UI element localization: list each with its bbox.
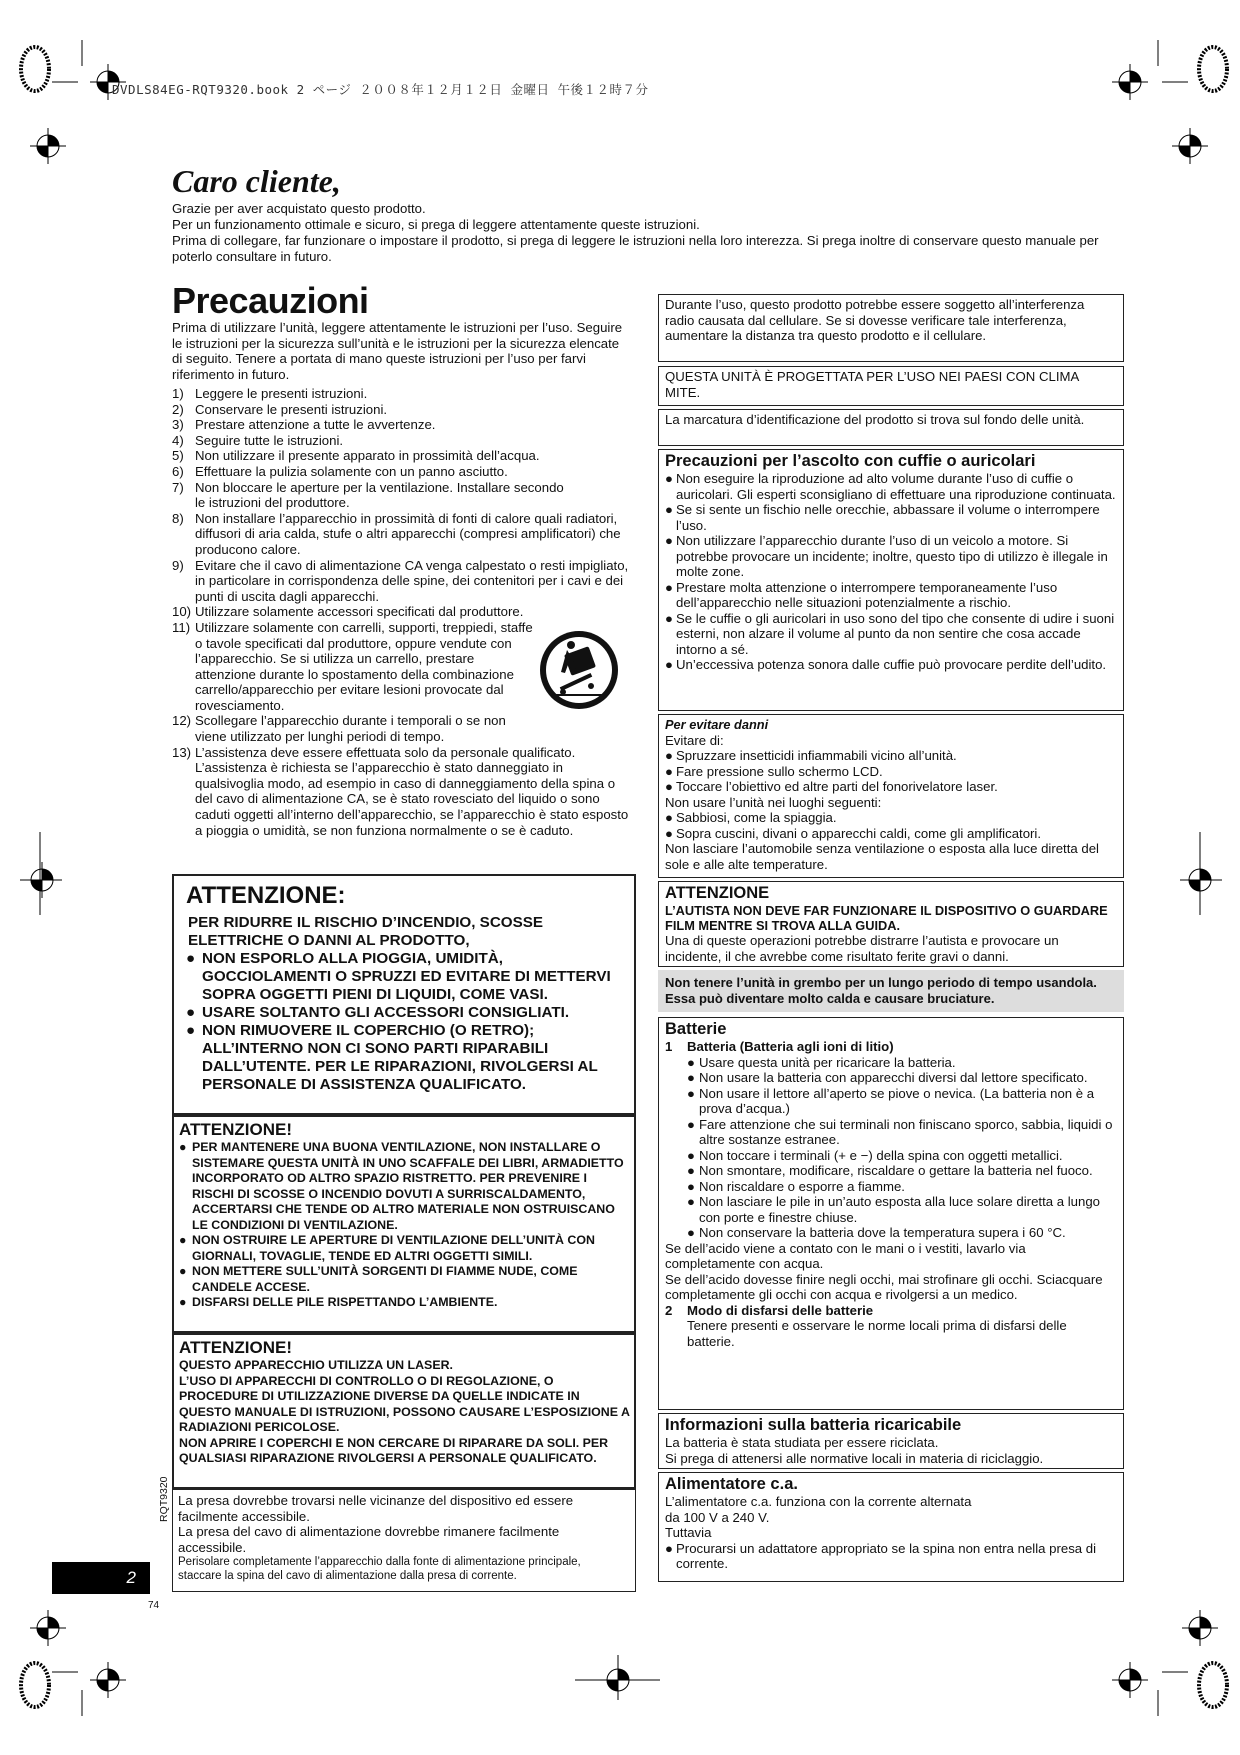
greeting-line: Grazie per aver acquistato questo prodotto.	[172, 201, 426, 216]
box-title: Informazioni sulla batteria ricaricabile	[665, 1416, 962, 1434]
battery-note: Se dell’acido dovesse finire negli occhi, mai strofinare gli occhi. Sciacquare completamente gli occhi con acqua e rivolgersi a un medico.	[665, 1271, 1103, 1302]
box-title: ATTENZIONE	[665, 884, 770, 902]
avoid-lead: Evitare di:	[665, 732, 724, 748]
list-item: 11) Utilizzare solamente con carrelli, supporti, treppiedi, staffe o tavole specificati dal produttore, oppure vendute con l’apparecchio. Se si utilizza un carrello, prestare attenzione durante lo spostamento della combinazione carrello/apparecchio per evitare lesioni provocate dal rovesciamento.	[172, 619, 533, 713]
warning-line: NON APRIRE I COPERCHI E NON CERCARE DI RIPARARE DA SOLI. PER QUALSIASI RIPARAZIONE RIVOLGERSI A PERSONALE QUALIFICATO.	[179, 1435, 609, 1465]
warning-lead: PER RIDURRE IL RISCHIO D’INCENDIO, SCOSSE ELETTRICHE O DANNI AL PRODOTTO,	[188, 914, 543, 949]
registration-mark-icon	[28, 1608, 68, 1648]
driver-text: Una di queste operazioni potrebbe distrarre l’autista e provocare un incidente, il che avrebbe come risultato ferite gravi o danni.	[665, 933, 1059, 964]
list-item: 2) Conservare le presenti istruzioni.	[172, 401, 388, 417]
list-item: ● Fare attenzione che sui terminali non finiscano sporco, sabbia, liquidi o altre sostanze estranee.	[687, 1116, 1113, 1147]
headphones-box	[658, 449, 1124, 711]
precauzioni-intro: Prima di utilizzare l’unità, leggere attentamente le istruzioni per l’uso. Seguire le istruzioni per la sicurezza sull’unità e le istruzioni per la sicurezza elencate di seguito. Tenere a portata di mano queste istruzioni per l’uso per farvi riferimento in futuro.	[172, 320, 623, 382]
registration-mark-icon	[88, 1660, 128, 1700]
adapter-line: Tuttavia	[665, 1525, 712, 1540]
registration-mark-icon	[22, 860, 62, 900]
list-item: 9) Evitare che il cavo di alimentazione CA venga calpestato o resti impigliato, in particolare in corrispondenza delle spine, dei contenitori per i cavi e dei punti di uscita dagli apparecchi.	[172, 557, 629, 604]
model-code-vertical: RQT9320	[158, 1476, 170, 1522]
list-item: 10) Utilizzare solamente accessori specificati dal produttore.	[172, 604, 524, 620]
registration-mark-icon	[1110, 1660, 1150, 1700]
list-item: ● Se le cuffie o gli auricolari in uso sono del tipo che consente di udire i suoni esterni, non alzare il volume al punto da non sentire che cosa accade intorno a sé.	[665, 610, 1115, 657]
list-item: 1) Leggere le presenti istruzioni.	[172, 386, 368, 401]
battery-subsection: 2 Modo di disfarsi delle batterie	[665, 1302, 874, 1318]
print-header-line: DVDLS84EG-RQT9320.book 2 ページ ２００８年１２月１２日 金曜日 午後１２時７分	[112, 82, 649, 97]
avoid-tail: Non lasciare l’automobile senza ventilazione o esposta alla luce diretta del sole e alle alte temperature.	[665, 841, 1099, 872]
interference-box	[658, 294, 1124, 362]
list-item: ● Sabbiosi, come la spiaggia.	[665, 810, 837, 825]
warning-box-ventilazione	[172, 1115, 636, 1333]
list-item: ● Non toccare i terminali (+ e −) della spina con oggetti metallici.	[687, 1147, 1063, 1163]
rechargeable-line: La batteria è stata studiata per essere riciclata.	[665, 1435, 939, 1450]
avoid-lead: Non usare l’unità nei luoghi seguenti:	[665, 794, 882, 810]
outlet-line: La presa dovrebbe trovarsi nelle vicinanze del dispositivo ed essere facilmente accessibile.	[178, 1493, 574, 1524]
greeting-line: Prima di collegare, far funzionare o impostare il prodotto, si prega di leggere le istruzioni nella loro interezza. Si prega inoltre di conservare questo manuale per poterlo consultare in futuro.	[172, 233, 1099, 264]
small-page-number: 74	[148, 1600, 160, 1611]
corner-burst-icon	[1196, 1660, 1230, 1710]
list-item: ● NON METTERE SULL’UNITÀ SORGENTI DI FIAMME NUDE, COME CANDELE ACCESE.	[179, 1264, 578, 1294]
list-item: ● NON OSTRUIRE LE APERTURE DI VENTILAZIONE DELL’UNITÀ CON GIORNALI, TOVAGLIE, TENDE ED ALTRI OGGETTI SIMILI.	[179, 1233, 595, 1263]
list-item: ● NON ESPORLO ALLA PIOGGIA, UMIDITÀ, GOCCIOLAMENTI O SPRUZZI ED EVITARE DI METTERVI SOPRA OGGETTI PIENI DI LIQUIDI, COME VASI.	[186, 950, 611, 1003]
battery-subsection: 1 Batteria (Batteria agli ioni di litio)	[665, 1039, 894, 1054]
rechargeable-info-box	[658, 1413, 1124, 1469]
registration-mark-icon	[1170, 126, 1210, 166]
corner-burst-icon	[18, 1660, 52, 1710]
section-title-precauzioni: Precauzioni	[172, 280, 369, 321]
list-item: 12) Scollegare l’apparecchio durante i temporali o se non viene utilizzato per lunghi periodi di tempo.	[172, 713, 506, 745]
list-item: 8) Non installare l’apparecchio in prossimità di fonti di calore quali radiatori, diffusori di aria calda, stufe o altri apparecchi (compresi amplificatori) che producono calore.	[172, 510, 621, 557]
list-item: 4) Seguire tutte le istruzioni.	[172, 432, 344, 448]
marking-box	[658, 409, 1124, 446]
registration-mark-icon	[1180, 1608, 1220, 1648]
marking-text: La marcatura d’identificazione del prodotto si trova sul fondo delle unità.	[665, 412, 1085, 427]
list-item: ● DISFARSI DELLE PILE RISPETTANDO L’AMBIENTE.	[179, 1295, 498, 1309]
greeting-line: Per un funzionamento ottimale e sicuro, si prega di leggere attentamente queste istruzioni.	[172, 217, 700, 232]
warning-title: ATTENZIONE!	[179, 1120, 293, 1139]
greeting-paragraph	[172, 201, 1132, 265]
list-item: ● Se si sente un fischio nelle orecchie, abbassare il volume o interrompere l’uso.	[665, 502, 1100, 533]
warning-line: L’USO DI APPARECCHI DI CONTROLLO O DI REGOLAZIONE, O PROCEDURE DI UTILIZZAZIONE DIVERSE DA QUELLE INDICATE IN QUESTO MANUALE DI ISTRUZIONI, POSSONO CAUSARE L’ESPOSIZIONE A RADIAZIONI PERICOLOSE.	[179, 1373, 630, 1434]
list-item: ● Non usare la batteria con apparecchi diversi dal lettore specificato.	[687, 1070, 1088, 1085]
list-item: ● Toccare l’obiettivo ed altre parti del fonorivelatore laser.	[665, 779, 998, 794]
list-item: ● Prestare molta attenzione o interrompere temporaneamente l’uso dell’apparecchio nelle situazioni potenzialmente a rischio.	[665, 579, 1058, 610]
battery-disposal-text: Tenere presenti e osservare le norme locali prima di disfarsi delle batterie.	[687, 1318, 1067, 1349]
list-item: 7) Non bloccare le aperture per la ventilazione. Installare secondo le istruzioni del produttore.	[172, 479, 564, 511]
list-item: 6) Effettuare la pulizia solamente con un panno asciutto.	[172, 463, 508, 479]
warning-box-attenzione	[172, 874, 636, 1115]
registration-mark-icon	[598, 1660, 638, 1700]
box-title: Batterie	[665, 1020, 727, 1038]
list-item: ● Non utilizzare l’apparecchio durante l’uso di un veicolo a motore. Si potrebbe provocare un incidente; inoltre, questo tipo di utilizzo è illegale in molte zone.	[665, 533, 1108, 579]
list-item: ● Sopra cuscini, divani o apparecchi caldi, come gli amplificatori.	[665, 825, 1042, 841]
list-item: ● Usare questa unità per ricaricare la batteria.	[687, 1054, 956, 1070]
list-item: 3) Prestare attenzione a tutte le avvertenze.	[172, 417, 436, 433]
cart-tip-over-warning-icon	[537, 628, 621, 712]
warning-title: ATTENZIONE:	[186, 882, 346, 909]
list-item: ● Non eseguire la riproduzione ad alto volume durante l’uso di cuffie o auricolari. Gli esperti sconsigliano di effettuare una riproduzione continuata.	[665, 471, 1116, 502]
climate-box	[658, 366, 1124, 406]
list-item: ● USARE SOLTANTO GLI ACCESSORI CONSIGLIATI.	[186, 1004, 570, 1021]
list-item: ● Procurarsi un adattatore appropriato se la spina non entra nella presa di corrente.	[665, 1540, 1097, 1571]
box-title: Precauzioni per l’ascolto con cuffie o auricolari	[665, 452, 1036, 470]
list-item: ● Un’eccessiva potenza sonora dalle cuffie può provocare perdite dell’udito.	[665, 657, 1107, 672]
battery-note: Se dell’acido viene a contato con le mani o i vestiti, lavarlo via completamente con acqua.	[665, 1240, 1026, 1271]
driver-warning-box	[658, 881, 1124, 967]
greeting-title: Caro cliente,	[172, 163, 341, 199]
avoid-damage-box	[658, 714, 1124, 878]
warning-line: QUESTO APPARECCHIO UTILIZZA UN LASER.	[179, 1358, 453, 1372]
corner-burst-icon	[18, 44, 52, 94]
power-outlet-box	[172, 1489, 636, 1592]
lap-warning: Non tenere l’unità in grembo per un lungo periodo di tempo usandola. Essa può diventare molto calda e causare bruciature.	[658, 970, 1124, 1012]
warning-box-laser	[172, 1333, 636, 1489]
list-item: 5) Non utilizzare il presente apparato in prossimità dell’acqua.	[172, 448, 540, 464]
list-item: 13) L’assistenza deve essere effettuata solo da personale qualificato. L’assistenza è richiesta se l’apparecchio è stato danneggiato in qualsivoglia modo, ad esempio in caso di danneggiamento della spina o del cavo di alimentazione CA, se è stato rovesciato del liquido o sono caduti oggetti all’interno dell’apparecchio, se l’apparecchio è stato esposto a pioggia o umidità, se non funziona normalmente o se è caduto.	[172, 744, 629, 838]
list-item: ● Non usare il lettore all’aperto se piove o nevica. (La batteria non è a prova d’acqua.)	[687, 1085, 1095, 1116]
rechargeable-line: Si prega di attenersi alle normative locali in materia di riciclaggio.	[665, 1450, 1044, 1466]
warning-title: ATTENZIONE!	[179, 1338, 293, 1357]
registration-mark-icon	[1110, 62, 1150, 102]
driver-caps: L’AUTISTA NON DEVE FAR FUNZIONARE IL DISPOSITIVO O GUARDARE FILM MENTRE SI TROVA ALLA GUIDA.	[665, 903, 1108, 933]
box-title: Alimentatore c.a.	[665, 1475, 798, 1493]
registration-mark-icon	[28, 126, 68, 166]
list-item: ● PER MANTENERE UNA BUONA VENTILAZIONE, NON INSTALLARE O SISTEMARE QUESTA UNITÀ IN UNO SCAFFALE DEI LIBRI, ARMADIETTO INCORPORATO OD ALTRO SPAZIO RISTRETTO. PER PREVENIRE I RISCHI DI SCOSSE O INCENDIO DOVUTI A SURRISCALDAMENTO, ACCERTARSI CHE TENDE OD ALTRO MATERIALE NON OSTRUISCANO LE CONDIZIONI DI VENTILAZIONE.	[179, 1140, 624, 1232]
list-item: ● Spruzzare insetticidi infiammabili vicino all’unità.	[665, 748, 957, 763]
adapter-line: L’alimentatore c.a. funziona con la corrente alternata da 100 V a 240 V.	[665, 1494, 972, 1525]
corner-burst-icon	[1196, 44, 1230, 94]
list-item: ● Non lasciare le pile in un’auto esposta alla luce solare diretta a lungo con porte e finestre chiuse.	[687, 1194, 1101, 1225]
list-item: ● Non riscaldare o esporre a fiamme.	[687, 1178, 905, 1194]
list-item: ● Non smontare, modificare, riscaldare o gettare la batteria nel fuoco.	[687, 1163, 1093, 1178]
outlet-line: La presa del cavo di alimentazione dovrebbe rimanere facilmente accessibile.	[178, 1524, 560, 1555]
page-number: 2	[52, 1562, 150, 1594]
climate-text: QUESTA UNITÀ È PROGETTATA PER L’USO NEI PAESI CON CLIMA MITE.	[665, 369, 1079, 400]
outlet-line: Perisolare completamente l’apparecchio dalla fonte di alimentazione principale, staccare la spina del cavo di alimentazione dalla presa di corrente.	[178, 1556, 581, 1583]
interference-text: Durante l’uso, questo prodotto potrebbe essere soggetto all’interferenza radio causata dal cellulare. Se si dovesse verificare tale interferenza, aumentare la distanza tra questo prodotto e il cellulare.	[665, 297, 1085, 343]
list-item: ● Non conservare la batteria dove la temperatura supera i 60 °C.	[687, 1225, 1066, 1240]
list-item: ● NON RIMUOVERE IL COPERCHIO (O RETRO); ALL’INTERNO NON CI SONO PARTI RIPARABILI DALL’UTENTE. PER LE RIPARAZIONI, RIVOLGERSI AL PERSONALE DI ASSISTENZA QUALIFICATO.	[186, 1022, 598, 1093]
list-item: ● Fare pressione sullo schermo LCD.	[665, 763, 883, 779]
safety-steps-list	[172, 386, 634, 838]
box-subtitle: Per evitare danni	[665, 717, 769, 732]
ac-adapter-box	[658, 1472, 1124, 1582]
registration-mark-icon	[1180, 860, 1220, 900]
batteries-box	[658, 1017, 1124, 1410]
